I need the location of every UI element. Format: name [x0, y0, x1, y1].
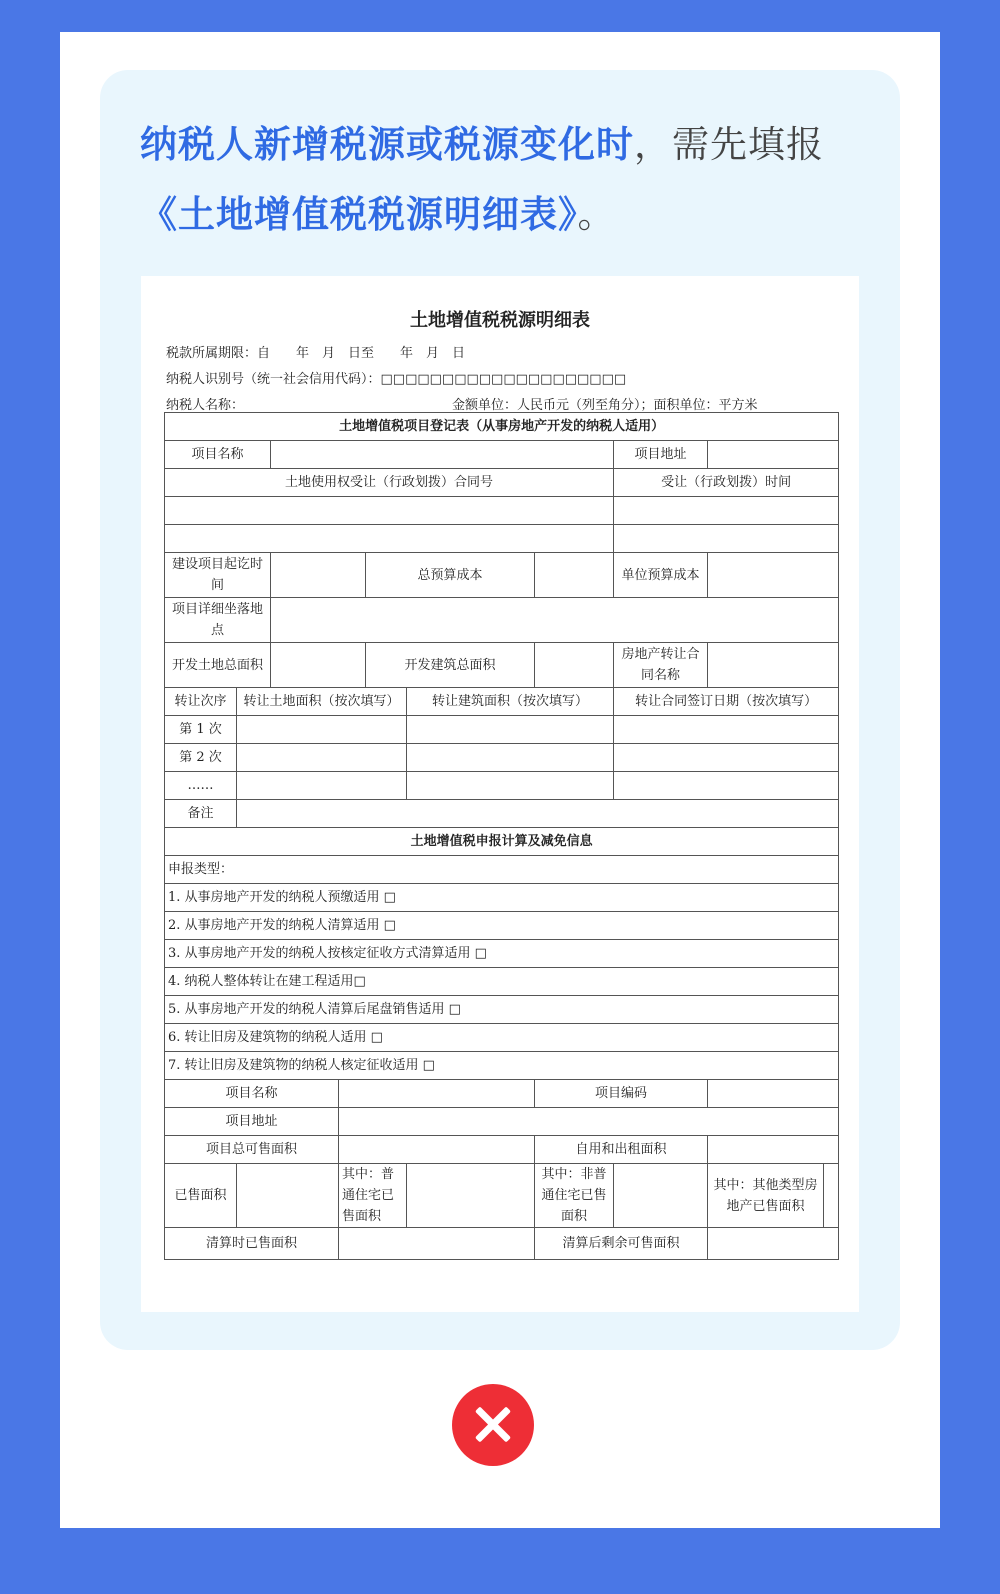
cell-project-code: [708, 1080, 839, 1108]
label-sold-at-clearing: 清算时已售面积: [165, 1228, 339, 1260]
label-transfer-build-area: 转让建筑面积（按次填写）: [407, 688, 614, 716]
cell-seq2-build: [407, 744, 614, 772]
cell-time-1: [614, 497, 839, 525]
label-sold-normal: 其中：普通住宅已售面积: [339, 1164, 407, 1228]
close-x-icon[interactable]: [452, 1384, 534, 1466]
cell-seq1-land: [237, 716, 407, 744]
label-project-location: 项目详细坐落地点: [165, 598, 271, 643]
label-sold-other: 其中：其他类型房地产已售面积: [708, 1164, 824, 1228]
label-project-address: 项目地址: [614, 441, 708, 469]
units-note: 金额单位：人民币元（列至角分）；面积单位：平方米: [452, 398, 758, 413]
cell-sold-at-clearing: [339, 1228, 535, 1260]
decl-option-5: 5. 从事房地产开发的纳税人清算后尾盘销售适用 □: [165, 996, 839, 1024]
cell-remarks: [237, 800, 839, 828]
label-remaining-after: 清算后剩余可售面积: [535, 1228, 708, 1260]
cell-self-rent: [708, 1136, 839, 1164]
cell-sold-nonnormal: [614, 1164, 708, 1228]
headline-form-title: 《土地增值税税源明细表》: [140, 193, 578, 236]
cell-sold-other: [824, 1164, 839, 1228]
content-card: [60, 32, 940, 1528]
label-unit-budget: 单位预算成本: [614, 553, 708, 598]
decl-option-6: 6. 转让旧房及建筑物的纳税人适用 □: [165, 1024, 839, 1052]
form-table: [164, 412, 839, 1260]
decl-option-7: 7. 转让旧房及建筑物的纳税人核定征收适用 □: [165, 1052, 839, 1080]
taxpayer-name: 纳税人名称：: [166, 398, 245, 413]
label-sold-area: 已售面积: [165, 1164, 237, 1228]
label-transfer-seq: 转让次序: [165, 688, 237, 716]
headline-plain: ，需先填报: [634, 123, 824, 166]
cell-more-land: [237, 772, 407, 800]
label-dev-build-area: 开发建筑总面积: [366, 643, 535, 688]
cell-remaining-after: [708, 1228, 839, 1260]
form-document: [141, 276, 859, 1312]
section-registration: 土地增值税项目登记表（从事房地产开发的纳税人适用）: [165, 413, 839, 441]
cell-more-build: [407, 772, 614, 800]
cell-more-date: [614, 772, 839, 800]
label-seq-2: 第 2 次: [165, 744, 237, 772]
label-transfer-sign-date: 转让合同签订日期（按次填写）: [614, 688, 839, 716]
label-transfer-land-area: 转让土地面积（按次填写）: [237, 688, 407, 716]
cell-project-address: [708, 441, 839, 469]
cell-time-2: [614, 525, 839, 553]
decl-option-1: 1. 从事房地产开发的纳税人预缴适用 □: [165, 884, 839, 912]
decl-option-4: 4. 纳税人整体转让在建工程适用□: [165, 968, 839, 996]
cell-seq2-land: [237, 744, 407, 772]
label-sold-nonnormal: 其中：非普通住宅已售面积: [535, 1164, 614, 1228]
label-self-rent: 自用和出租面积: [535, 1136, 708, 1164]
decl-option-2: 2. 从事房地产开发的纳税人清算适用 □: [165, 912, 839, 940]
cell-project-location: [271, 598, 839, 643]
cell-project-name: [271, 441, 614, 469]
label-project-code: 项目编码: [535, 1080, 708, 1108]
cell-total-budget: [535, 553, 614, 598]
label-land-contract: 土地使用权受让（行政划拨）合同号: [165, 469, 614, 497]
label-transfer-contract: 房地产转让合同名称: [614, 643, 708, 688]
cell-project-name-2: [339, 1080, 535, 1108]
headline-end-mark: 。: [577, 193, 616, 236]
cell-total-saleable: [339, 1136, 535, 1164]
headline-bold: 纳税人新增税源或税源变化时: [140, 123, 634, 166]
cell-contract-2: [165, 525, 614, 553]
label-seq-1: 第 1 次: [165, 716, 237, 744]
label-build-period: 建设项目起讫时间: [165, 553, 271, 598]
label-project-name-2: 项目名称: [165, 1080, 339, 1108]
label-project-address-2: 项目地址: [165, 1108, 339, 1136]
cell-transfer-contract: [708, 643, 839, 688]
cell-unit-budget: [708, 553, 839, 598]
label-seq-more: ……: [165, 772, 237, 800]
section-declaration: 土地增值税申报计算及减免信息: [165, 828, 839, 856]
cell-project-address-2: [339, 1108, 839, 1136]
info-panel: [100, 70, 900, 1350]
cell-seq1-build: [407, 716, 614, 744]
decl-option-3: 3. 从事房地产开发的纳税人按核定征收方式清算适用 □: [165, 940, 839, 968]
cell-sold-area: [237, 1164, 339, 1228]
label-project-name: 项目名称: [165, 441, 271, 469]
cell-dev-build-area: [535, 643, 614, 688]
cell-sold-normal: [407, 1164, 535, 1228]
label-land-transfer-time: 受让（行政划拨）时间: [614, 469, 839, 497]
taxpayer-id: 纳税人识别号（统一社会信用代码）：□□□□□□□□□□□□□□□□□□□□: [166, 372, 627, 387]
doc-title: 土地增值税税源明细表: [410, 310, 590, 331]
cell-seq2-date: [614, 744, 839, 772]
label-remarks: 备注: [165, 800, 237, 828]
tax-period: 税款所属期限：自 年 月 日至 年 月 日: [166, 346, 466, 361]
cell-build-period: [271, 553, 366, 598]
cell-dev-land-area: [271, 643, 366, 688]
label-decl-type: 申报类型：: [165, 856, 839, 884]
cell-contract-1: [165, 497, 614, 525]
label-total-budget: 总预算成本: [366, 553, 535, 598]
label-total-saleable: 项目总可售面积: [165, 1136, 339, 1164]
headline: [140, 110, 880, 250]
label-dev-land-area: 开发土地总面积: [165, 643, 271, 688]
cell-seq1-date: [614, 716, 839, 744]
